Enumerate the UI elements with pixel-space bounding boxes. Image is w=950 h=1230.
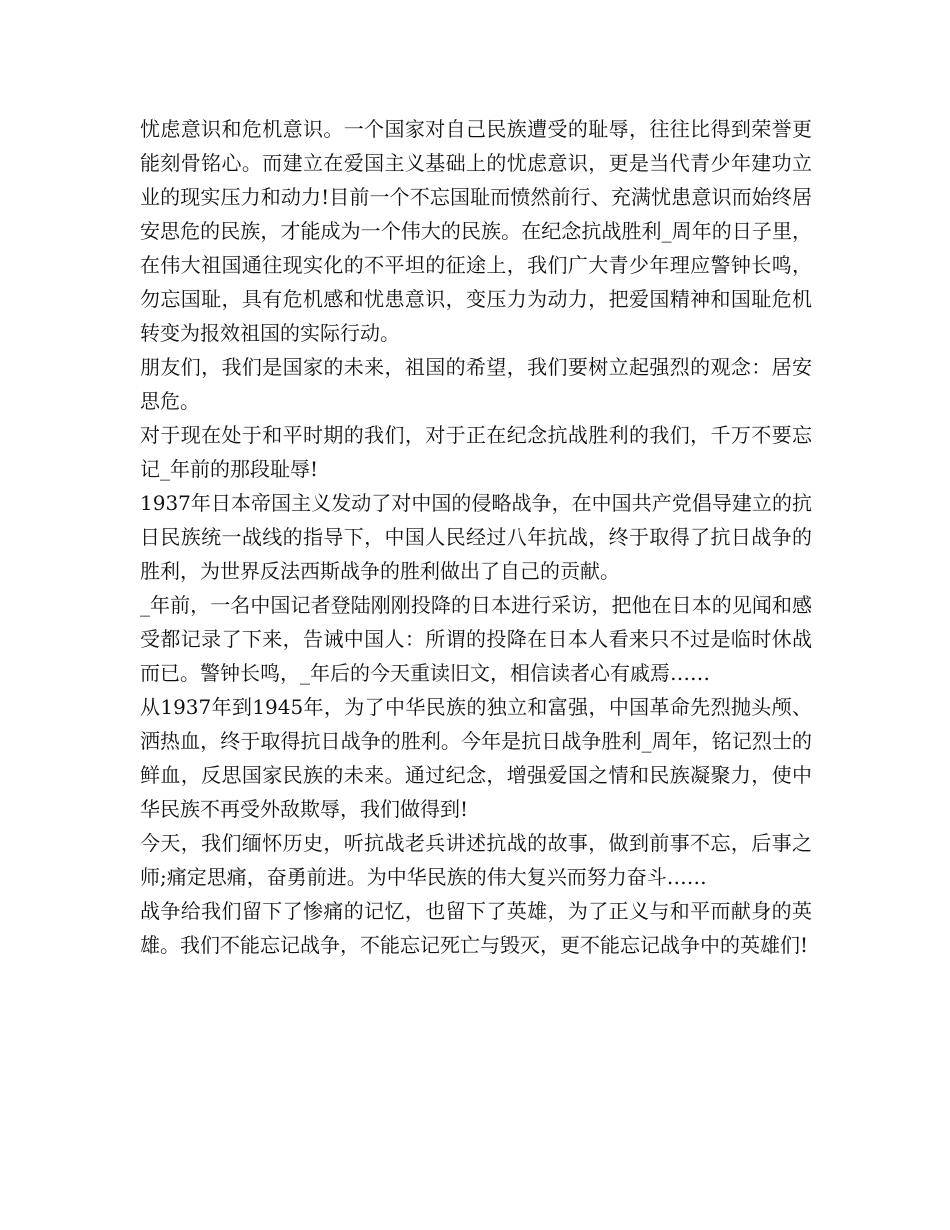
paragraph-8: 战争给我们留下了惨痛的记忆，也留下了英雄，为了正义与和平而献身的英雄。我们不能忘记战争，不能忘记死亡与毁灭，更不能忘记战争中的英雄们! [140,899,812,957]
paragraph-3: 对于现在处于和平时期的我们，对于正在纪念抗战胜利的我们，千万不要忘记_年前的那段耻辱! [140,423,812,481]
document-body [140,112,812,962]
paragraph-2: 朋友们，我们是国家的未来，祖国的希望，我们要树立起强烈的观念：居安思危。 [140,355,812,413]
paragraph-5: _年前，一名中国记者登陆刚刚投降的日本进行采访，把他在日本的见闻和感受都记录了下来，告诫中国人：所谓的投降在日本人看来只不过是临时休战而已。警钟长鸣，_年后的今天重读旧文，相信读者心有戚焉…… [140,593,812,685]
paragraph-7: 今天，我们缅怀历史，听抗战老兵讲述抗战的故事，做到前事不忘，后事之师;痛定思痛，奋勇前进。为中华民族的伟大复兴而努力奋斗…… [140,831,812,889]
paragraph-4: 1937年日本帝国主义发动了对中国的侵略战争，在中国共产党倡导建立的抗日民族统一战线的指导下，中国人民经过八年抗战，终于取得了抗日战争的胜利，为世界反法西斯战争的胜利做出了自己的贡献。 [140,491,812,583]
paragraph-6: 从1937年到1945年，为了中华民族的独立和富强，中国革命先烈抛头颅、洒热血，终于取得抗日战争的胜利。今年是抗日战争胜利_周年，铭记烈士的鲜血，反思国家民族的未来。通过纪念，增强爱国之情和民族凝聚力，使中华民族不再受外敌欺辱，我们做得到! [140,695,812,821]
paragraph-1: 忧虑意识和危机意识。一个国家对自己民族遭受的耻辱，往往比得到荣誉更能刻骨铭心。而建立在爱国主义基础上的忧虑意识，更是当代青少年建功立业的现实压力和动力!目前一个不忘国耻而愤然前行、充满忧患意识而始终居安思危的民族，才能成为一个伟大的民族。在纪念抗战胜利_周年的日子里，在伟大祖国通往现实化的不平坦的征途上，我们广大青少年理应警钟长鸣，勿忘国耻，具有危机感和忧患意识，变压力为动力，把爱国精神和国耻危机转变为报效祖国的实际行动。 [140,117,812,345]
